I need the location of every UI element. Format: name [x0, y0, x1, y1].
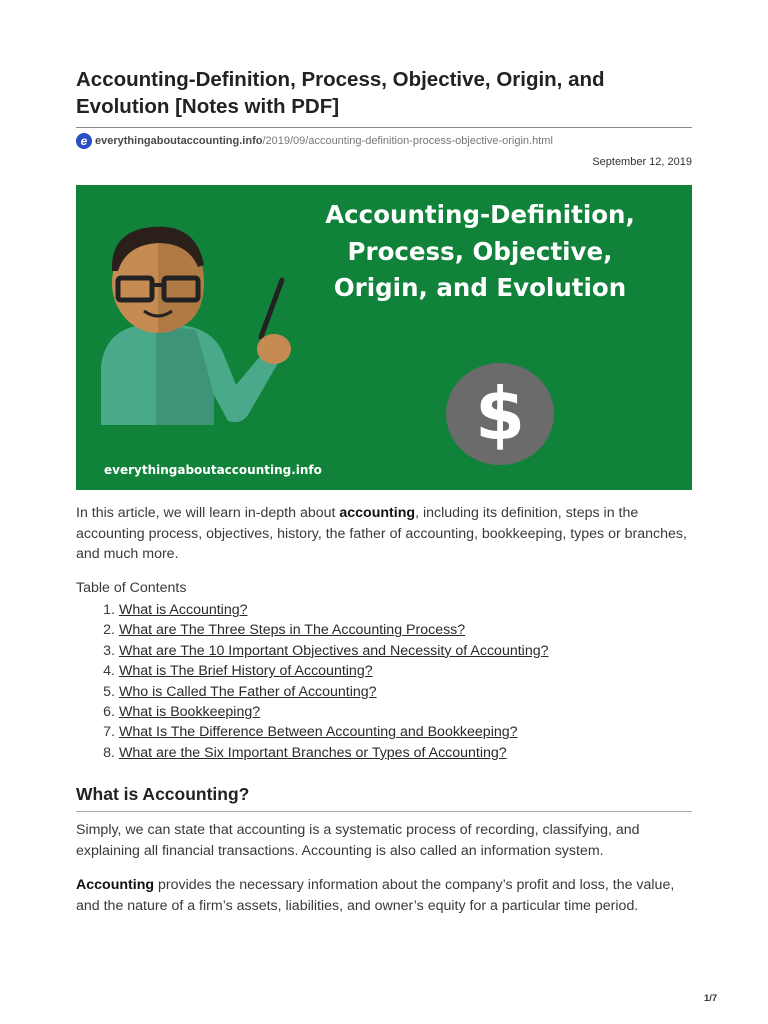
page-number: 1/7: [704, 993, 718, 1004]
source-path: /2019/09/accounting-definition-process-objective-origin.html: [262, 135, 553, 147]
section-heading: What is Accounting?: [76, 784, 250, 804]
section-paragraph-2: [76, 875, 692, 916]
toc-item: [76, 682, 548, 702]
toc-link[interactable]: What are The 10 Important Objectives and Necessity of Accounting?: [118, 642, 549, 659]
toc-number: 7.: [103, 724, 115, 741]
toc-number: 3.: [103, 642, 115, 659]
section-paragraph-1: Simply, we can state that accounting is a systematic process of recording, classifying, and explaining all financial transactions. Accounting is also called an information system.: [76, 822, 640, 859]
toc-item: [76, 722, 548, 742]
title-divider: [76, 127, 692, 128]
toc-item: [76, 600, 548, 620]
toc-link[interactable]: What are The Three Steps in The Accounting Process?: [118, 622, 466, 639]
toc-item: [76, 702, 548, 722]
hero-banner: [76, 185, 692, 490]
toc-number: 5.: [103, 683, 115, 700]
toc-number: 2.: [103, 622, 115, 639]
section-divider: [76, 811, 692, 812]
intro-bold-term: accounting: [339, 505, 416, 521]
intro-text-end: , including its definition, steps in the accounting process, objectives, history, the father of accounting, bookkeeping, types or branches, and much more.: [76, 505, 687, 562]
toc-item: [76, 661, 548, 681]
toc-link[interactable]: What is Accounting?: [118, 602, 248, 618]
para2-text: provides the necessary information about the company’s profit and loss, the value, and the nature of a firm’s assets, liabilities, and owner’s equity for a particular time period.: [76, 877, 675, 914]
toc-number: 6.: [103, 703, 115, 720]
toc-number: 1.: [103, 602, 115, 618]
intro-text-start: In this article, we will learn in-depth about: [76, 505, 340, 521]
toc-link[interactable]: Who is Called The Father of Accounting?: [118, 683, 377, 700]
table-of-contents: [76, 600, 548, 763]
toc-heading: Table of Contents: [76, 580, 187, 596]
banner-site-name: everythingaboutaccounting.info: [104, 463, 322, 477]
toc-number: 8.: [103, 744, 115, 761]
source-line: [76, 132, 553, 150]
toc-link[interactable]: What is Bookkeeping?: [118, 703, 261, 720]
toc-item: [76, 620, 548, 640]
source-domain-link[interactable]: everythingaboutaccounting.info: [95, 135, 263, 147]
publish-date: September 12, 2019: [592, 156, 692, 168]
toc-link[interactable]: What Is The Difference Between Accounting and Bookkeeping?: [118, 724, 518, 741]
toc-item: [76, 641, 548, 661]
site-logo-icon: e: [76, 133, 92, 149]
teacher-illustration-icon: [96, 225, 306, 425]
para2-bold-term: Accounting: [76, 877, 155, 893]
banner-title: Accounting-Definition, Process, Objective, Origin, and Evolution: [325, 200, 635, 302]
intro-paragraph: [76, 503, 692, 565]
toc-link[interactable]: What is The Brief History of Accounting?: [118, 663, 373, 680]
toc-link[interactable]: What are the Six Important Branches or Types of Accounting?: [118, 744, 507, 761]
toc-number: 4.: [103, 663, 115, 680]
dollar-coin-icon: $: [446, 363, 554, 465]
toc-item: [76, 743, 548, 763]
article-title: Accounting-Definition, Process, Objective, Origin, and Evolution [Notes with PDF]: [76, 68, 605, 118]
